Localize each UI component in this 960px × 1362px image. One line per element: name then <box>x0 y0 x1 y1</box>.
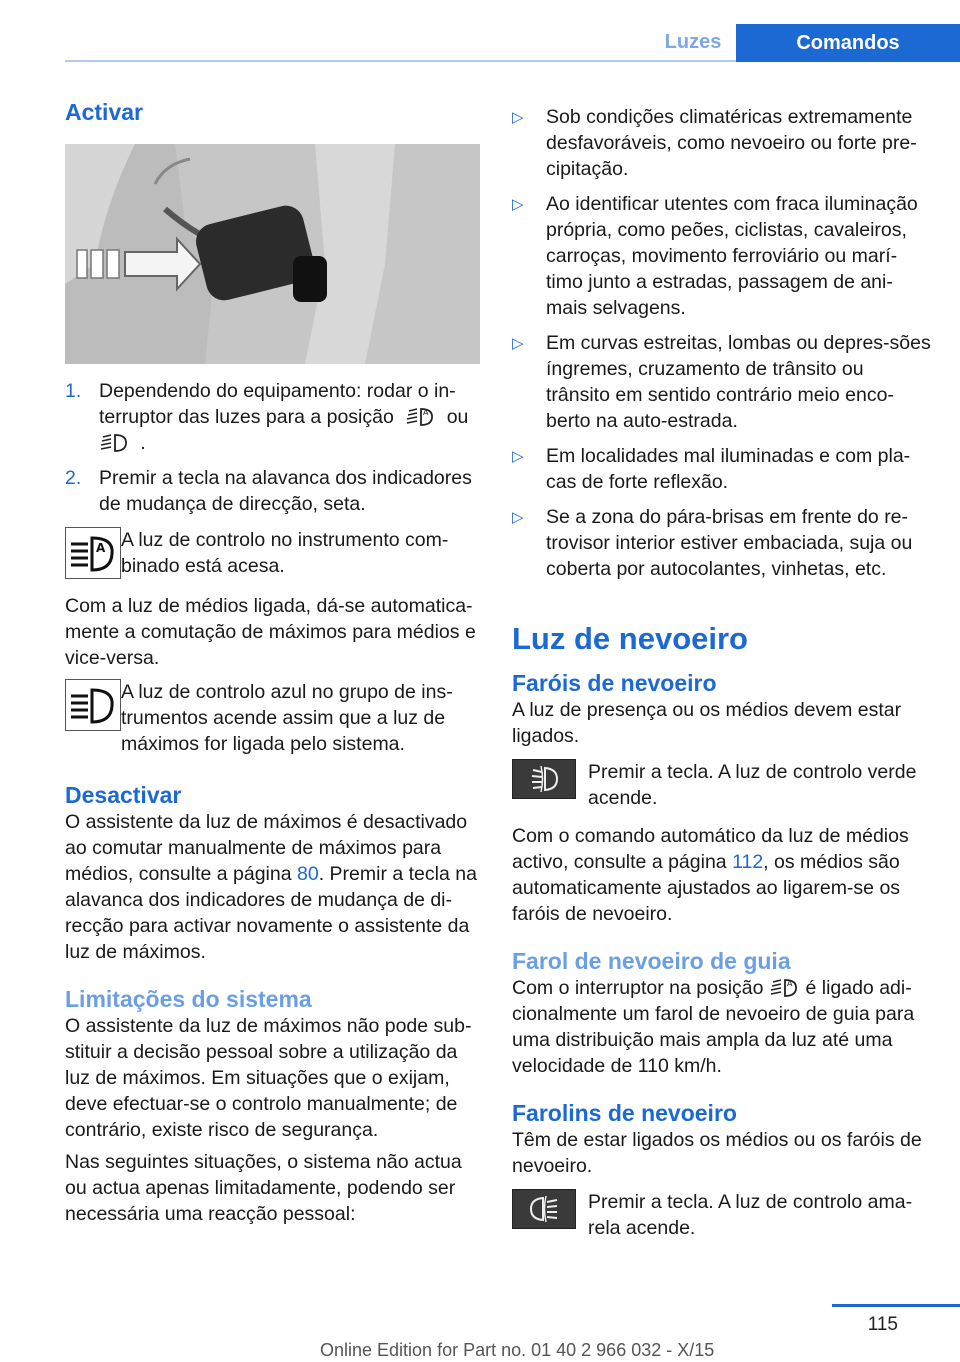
footer-rule <box>832 1304 960 1307</box>
step-1-text-c: . <box>140 432 146 454</box>
edition-note: Online Edition for Part no. 01 40 2 966 032 - X/15 <box>320 1340 715 1360</box>
low-beam-icon <box>99 431 129 453</box>
list-item: ▷ Sob condições climatéricas extremamente desfavoráveis, como nevoeiro ou forte pre-cipitação. <box>512 106 917 180</box>
front-fog-key-text: Premir a tecla. A luz de controlo verde acende. <box>588 761 917 809</box>
headlight-auto-position-icon <box>405 405 435 427</box>
farois-paragraph-2 <box>512 823 932 927</box>
list-item: ▷ Em curvas estreitas, lombas ou depres-sões íngremes, cruzamento de trânsito ou trânsito em sentido contrário meio enco-berto na auto-estrada. <box>512 332 931 432</box>
indicator-note-1 <box>65 527 483 579</box>
activation-steps <box>65 378 483 517</box>
front-fog-key-note <box>512 759 932 811</box>
step-1-text-b: ou <box>446 406 469 428</box>
page-number: 115 <box>867 1314 898 1335</box>
farolins-heading: Farolins de nevoeiro <box>512 1100 737 1126</box>
luz-de-nevoeiro-heading: Luz de nevoeiro <box>512 621 748 656</box>
triangle-bullet-icon: ▷ <box>512 448 524 465</box>
left-column <box>65 98 483 1227</box>
right-column <box>512 104 932 1241</box>
limitation-list <box>512 104 932 582</box>
rear-fog-light-key-icon <box>512 1189 576 1229</box>
step-2 <box>65 465 483 517</box>
triangle-bullet-icon: ▷ <box>512 335 524 352</box>
page-link-112[interactable]: 112 <box>732 851 764 873</box>
activar-heading: Activar <box>65 99 143 125</box>
step-2-text: Premir a tecla na alavanca dos indicadores de mudança de direcção, seta. <box>99 467 472 515</box>
farol-guia-text-a: Com o interruptor na posição <box>512 977 764 999</box>
front-fog-light-key-icon <box>512 759 576 799</box>
desactivar-heading: Desactivar <box>65 782 182 808</box>
turn-signal-stalk-photo <box>65 144 480 364</box>
page-link-80[interactable]: 80 <box>297 863 319 885</box>
step-number: 2. <box>65 467 82 489</box>
chapter-tab-comandos[interactable]: Comandos <box>736 24 960 62</box>
step-1 <box>65 378 483 456</box>
step-1-text-a: Dependendo do equipamento: rodar o in-terruptor das luzes para a posição <box>99 380 456 428</box>
medios-paragraph: Com a luz de médios ligada, dá-se automatica-mente a comutação de máximos para médios e vice-versa. <box>65 595 476 669</box>
header-rule <box>65 60 960 62</box>
desactivar-text-a: O assistente da luz de máximos é desactivado ao comutar manualmente de máximos para médios, consulte a página <box>65 811 468 885</box>
indicator-note-2-text: A luz de controlo azul no grupo de ins-trumentos acende assim que a luz de máximos for ligada pelo sistema. <box>121 681 453 755</box>
stalk-illustration <box>65 144 480 364</box>
triangle-bullet-icon: ▷ <box>512 109 524 126</box>
svg-text:A: A <box>787 979 793 988</box>
desactivar-text-b: . Premir a tecla na alavanca dos indicadores de mudança de di-recção para activar novamente o assistente da luz de máximos. <box>65 863 477 963</box>
list-item: ▷ Em localidades mal iluminadas e com pla-cas de forte reflexão. <box>512 445 911 493</box>
rear-fog-key-note <box>512 1189 932 1241</box>
farois-paragraph: A luz de presença ou os médios devem estar ligados. <box>512 699 902 747</box>
limitacoes-heading: Limitações do sistema <box>65 986 312 1012</box>
svg-text:A: A <box>423 408 429 417</box>
list-item: ▷ Se a zona do pára-brisas em frente do re-trovisor interior estiver embaciada, suja ou coberta por autocolantes, vinhetas, etc. <box>512 506 913 580</box>
step-number: 1. <box>65 380 82 402</box>
section-tab-luzes[interactable]: Luzes <box>664 30 722 53</box>
limitacoes-paragraph-2: Nas seguintes situações, o sistema não actua ou actua apenas limitadamente, podendo ser necessária uma reacção pessoal: <box>65 1151 462 1225</box>
page-footer <box>0 1300 960 1362</box>
farois-p2-text-b: , os médios são automaticamente ajustados ao ligarem-se os faróis de nevoeiro. <box>512 851 901 925</box>
page-header <box>0 0 960 62</box>
indicator-note-2 <box>65 679 483 757</box>
limitacoes-paragraph-1: O assistente da luz de máximos não pode sub-stituir a decisão pessoal sobre a utilização da luz de máximos. Em situações que o exijam, deve efectuar-se o controlo manualmente; de contrário, existe risco de segurança. <box>65 1015 472 1141</box>
svg-text:A: A <box>96 541 106 555</box>
list-item: ▷ Ao identificar utentes com fraca iluminação própria, como peões, ciclistas, cavaleiros, carroças, movimento ferroviário ou marí-timo junto a estradas, passagem de ani-mais selvagens. <box>512 193 918 319</box>
farois-heading: Faróis de nevoeiro <box>512 670 717 696</box>
farol-guia-heading: Farol de nevoeiro de guia <box>512 948 791 974</box>
indicator-note-1-text: A luz de controlo no instrumento com-binado está acesa. <box>121 529 449 577</box>
triangle-bullet-icon: ▷ <box>512 509 524 526</box>
triangle-bullet-icon: ▷ <box>512 196 524 213</box>
headlight-auto-position-icon <box>769 976 799 998</box>
rear-fog-key-text: Premir a tecla. A luz de controlo ama-rela acende. <box>588 1191 913 1239</box>
desactivar-paragraph <box>65 809 483 965</box>
high-beam-assist-indicator-icon <box>65 527 121 579</box>
high-beam-indicator-icon <box>65 679 121 731</box>
farol-guia-text-b: é ligado adi-cionalmente um farol de nevoeiro de guia para uma distribuição mais ampla da luz até uma velocidade de 110 km/h. <box>512 977 915 1077</box>
farolins-paragraph: Têm de estar ligados os médios ou os faróis de nevoeiro. <box>512 1129 922 1177</box>
farois-p2-text-a: Com o comando automático da luz de médios activo, consulte a página <box>512 825 909 873</box>
farol-guia-paragraph <box>512 975 932 1079</box>
